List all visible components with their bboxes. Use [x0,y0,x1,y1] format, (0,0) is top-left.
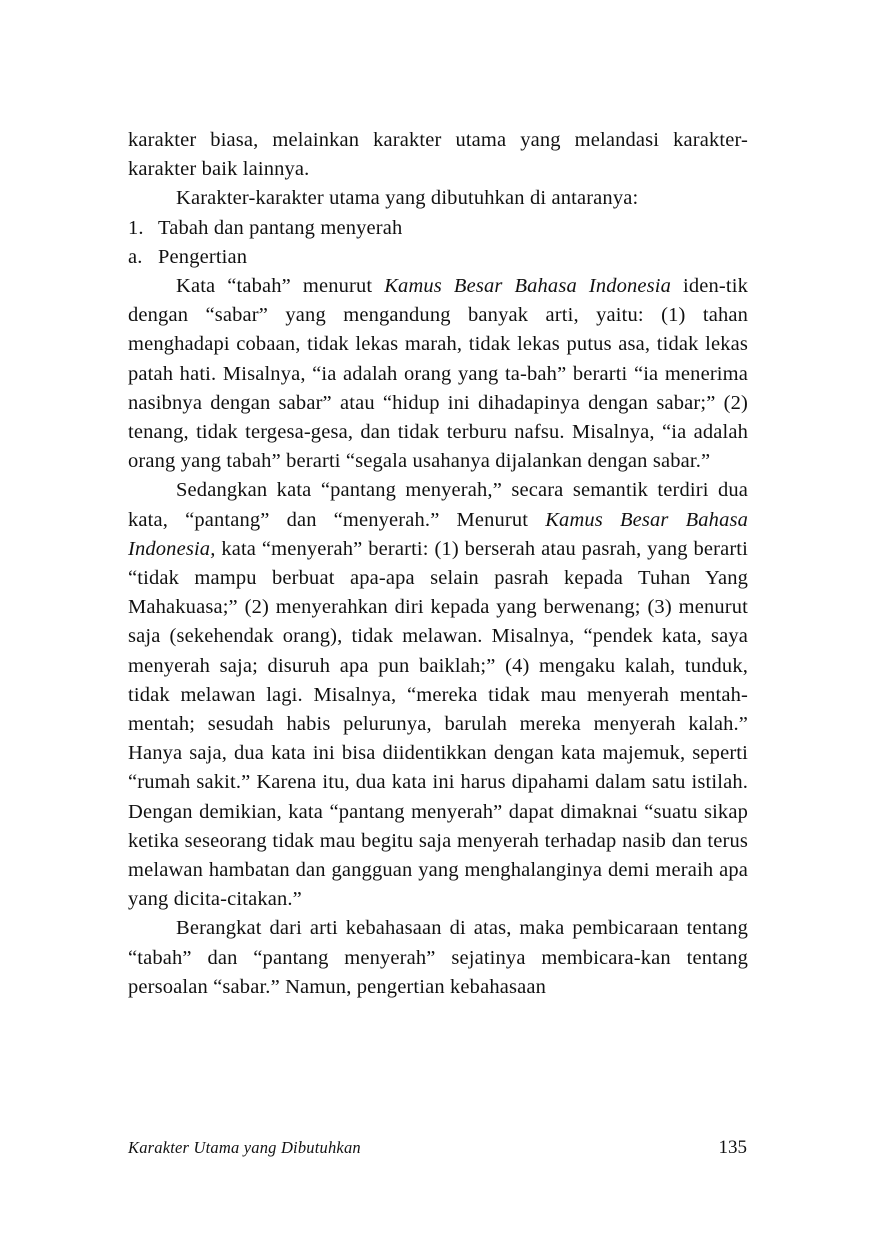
paragraph-menyerah-part2: kata “menyerah” berarti: (1) berserah atau pasrah, yang berarti “tidak mampu berbuat apa-apa selain pasrah kepada Tuhan Yang Mahakuasa;” (2) menyerahkan diri kepada yang berwenang; (3) menurut saja (sekehendak orang), tidak melawan. Misalnya, “pendek kata, saya menyerah saja; disuruh apa pun baiklah;” (4) mengaku kalah, tunduk, tidak melawan lagi. Misalnya, “mereka tidak mau menyerah mentah-mentah; sesudah habis pelurunya, barulah mereka menyerah kalah.” Hanya saja, dua kata ini bisa diidentikkan dengan kata majemuk, seperti “rumah sakit.” Karena itu, dua kata ini harus dipahami dalam satu istilah. Dengan demikian, kata “pantang menyerah” dapat dimaknai “suatu sikap ketika seseorang tidak mau begitu saja menyerah terhadap nasib dan terus melawan hambatan dan gangguan yang menghalanginya demi meraih apa yang dicita-citakan.” [128,537,748,911]
list-item-letter-text: Pengertian [158,245,248,268]
paragraph-intro: Karakter-karakter utama yang dibutuhkan di antaranya: [176,187,639,210]
list-item-lettered [128,243,748,272]
page-footer [128,1137,747,1159]
paragraph-carryover: karakter biasa, melainkan karakter utama yang melandasi karakter-karakter baik lainnya. [128,129,748,181]
running-title: Karakter Utama yang Dibutuhkan [128,1138,361,1157]
paragraph-tabah-part2: iden-tik dengan “sabar” yang mengandung banyak arti, yaitu: (1) tahan menghadapi cobaan, tidak lekas marah, tidak lekas putus asa, tidak lekas patah hati. Misalnya, “ia adalah orang yang ta-bah” berarti “ia menerima nasibnya dengan sabar” atau “hidup ini dihadapinya dengan sabar;” (2) tenang, tidak tergesa-gesa, dan tidak terburu nafsu. Misalnya, “ia adalah orang yang tabah” berarti “segala usahanya dijalankan dengan sabar.” [128,275,748,473]
book-title-kbbi-1: Kamus Besar Bahasa Indonesia [384,275,672,298]
paragraph-berangkat: Berangkat dari arti kebahasaan di atas, maka pembicaraan tentang “tabah” dan “pantang menyerah” sejatinya membicara-kan tentang persoalan “sabar.” Namun, pengertian kebahasaan [128,917,748,998]
list-item-number-text: Tabah dan pantang menyerah [158,216,403,239]
paragraph-menyerah [128,476,748,914]
paragraph-tabah-part1: Kata “tabah” menurut [176,275,385,298]
page-number: 135 [718,1137,747,1158]
book-title-kbbi-2: Kamus Besar Bahasa Indonesia, [128,508,749,560]
paragraph-tabah [128,272,748,476]
list-item-numbered [128,214,748,243]
page-body [128,126,748,1002]
list-item-number-marker: 1. [128,216,144,239]
paragraph-menyerah-part1: Sedangkan kata “pantang menyerah,” secara semantik terdiri dua kata, “pantang” dan “menyerah.” Menurut [128,479,748,531]
list-item-letter-marker: a. [128,245,143,268]
